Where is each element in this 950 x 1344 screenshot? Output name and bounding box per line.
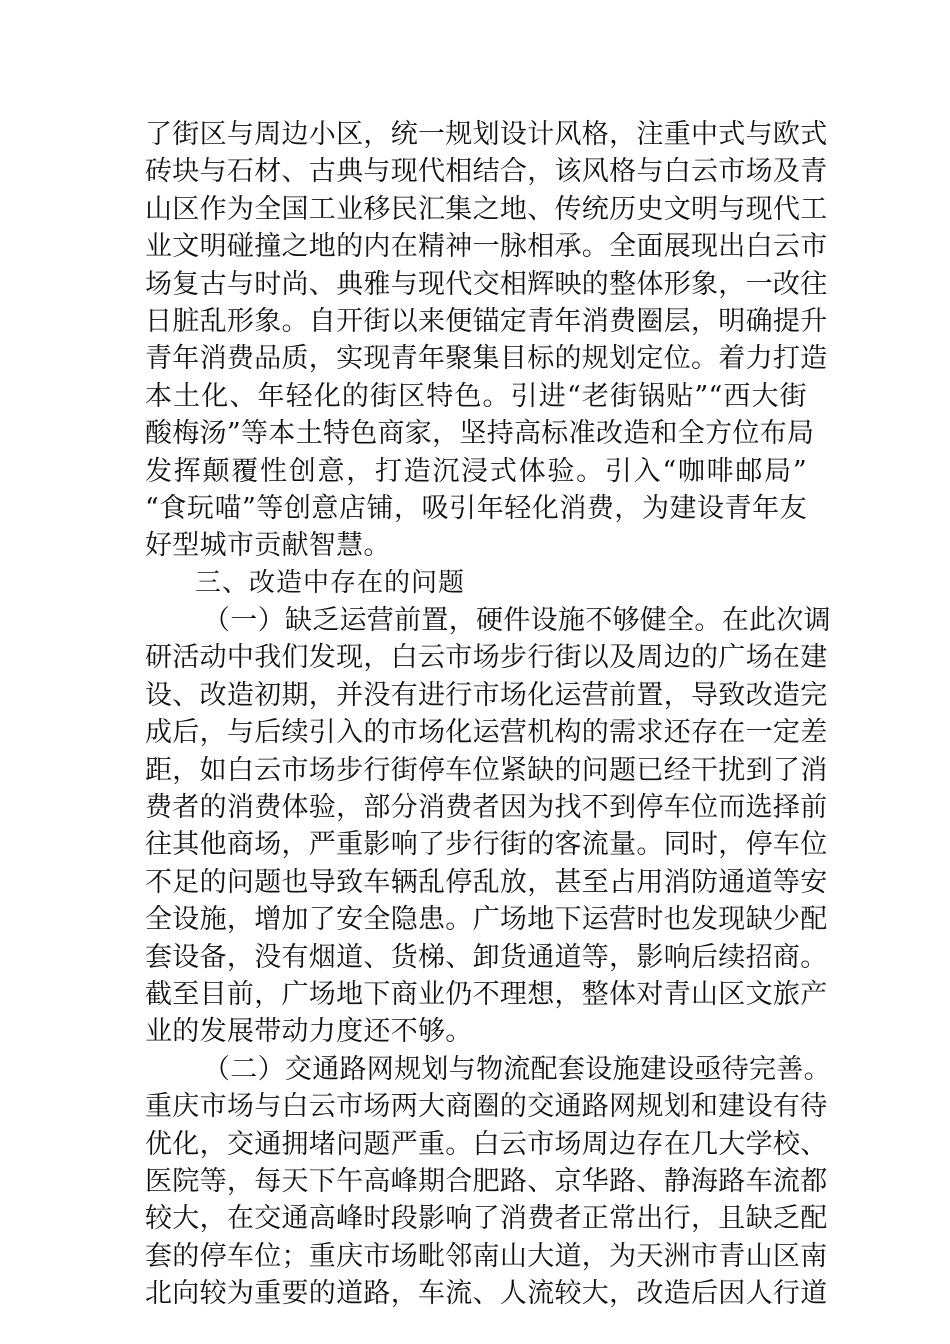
paragraph-line: 距，如白云市场步行街停车位紧缺的问题已经干扰到了消: [145, 754, 828, 786]
sub-heading-2: （二）交通路网规划与物流配套设施建设亟待完善。: [203, 1053, 831, 1085]
paragraph-line: 本土化、年轻化的街区特色。引进“老街锅贴”“西大街: [145, 380, 807, 412]
paragraph-line: 山区作为全国工业移民汇集之地、传统历史文明与现代工: [145, 193, 828, 225]
paragraph-line: 场复古与时尚、典雅与现代交相辉映的整体形象，一改往: [145, 268, 828, 300]
paragraph-line: 不足的问题也导致车辆乱停乱放，甚至占用消防通道等安: [145, 866, 828, 898]
document-body: [145, 116, 831, 1313]
paragraph-line: 费者的消费体验，部分消费者因为找不到停车位而选择前: [145, 792, 828, 824]
paragraph-line: 业的发展带动力度还不够。: [145, 1016, 473, 1048]
sub-heading-1-tail: 在此次调: [721, 605, 831, 637]
sub-heading-1-line: [145, 602, 831, 639]
paragraph-line: 了街区与周边小区，统一规划设计风格，注重中式与欧式: [145, 119, 828, 150]
paragraph-line: 发挥颠覆性创意，打造沉浸式体验。引入“咖啡邮局”: [145, 455, 807, 487]
paragraph-line: 成后，与后续引入的市场化运营机构的需求还存在一定差: [145, 717, 828, 749]
section-heading: 三、改造中存在的问题: [195, 567, 466, 598]
paragraph-line: “食玩喵”等创意店铺，吸引年轻化消费，为建设青年友: [145, 492, 807, 524]
paragraph-line: 设、改造初期，并没有进行市场化运营前置，导致改造完: [145, 679, 828, 711]
paragraph-line: 往其他商场，严重影响了步行街的客流量。同时，停车位: [145, 829, 828, 861]
paragraph-line: 青年消费品质，实现青年聚集目标的规划定位。着力打造: [145, 343, 828, 375]
paragraph-line: 日脏乱形象。自开街以来便锚定青年消费圈层，明确提升: [145, 305, 828, 337]
paragraph-line: 业文明碰撞之地的内在精神一脉相承。全面展现出白云市: [145, 231, 828, 263]
paragraph-line: 套的停车位；重庆市场毗邻南山大道，为天洲市青山区南: [145, 1240, 828, 1272]
paragraph-line: 全设施，增加了安全隐患。广场地下运营时也发现缺少配: [145, 904, 828, 936]
paragraph-line: 优化，交通拥堵问题严重。白云市场周边存在几大学校、: [145, 1128, 828, 1160]
paragraph-line: 套设备，没有烟道、货梯、卸货通道等，影响后续招商。: [145, 941, 828, 973]
paragraph-line: 好型城市贡献智慧。: [145, 530, 391, 562]
paragraph-line: 研活动中我们发现，白云市场步行街以及周边的广场在建: [145, 642, 828, 674]
paragraph-line: 较大，在交通高峰时段影响了消费者正常出行，且缺乏配: [145, 1203, 828, 1235]
paragraph-line: 医院等，每天下午高峰期合肥路、京华路、静海路车流都: [145, 1165, 828, 1197]
paragraph-line: 酸梅汤”等本土特色商家，坚持高标准改造和全方位布局: [145, 418, 815, 450]
paragraph-line: 北向较为重要的道路，车流、人流较大，改造后因人行道: [145, 1278, 828, 1310]
paragraph-line: 截至目前，广场地下商业仍不理想，整体对青山区文旅产: [145, 978, 828, 1010]
paragraph-line: 重庆市场与白云市场两大商圈的交通路网规划和建设有待: [145, 1091, 828, 1123]
sub-heading-1: （一）缺乏运营前置，硬件设施不够健全。: [203, 605, 722, 637]
paragraph-line: 砖块与石材、古典与现代相结合，该风格与白云市场及青: [145, 156, 828, 188]
